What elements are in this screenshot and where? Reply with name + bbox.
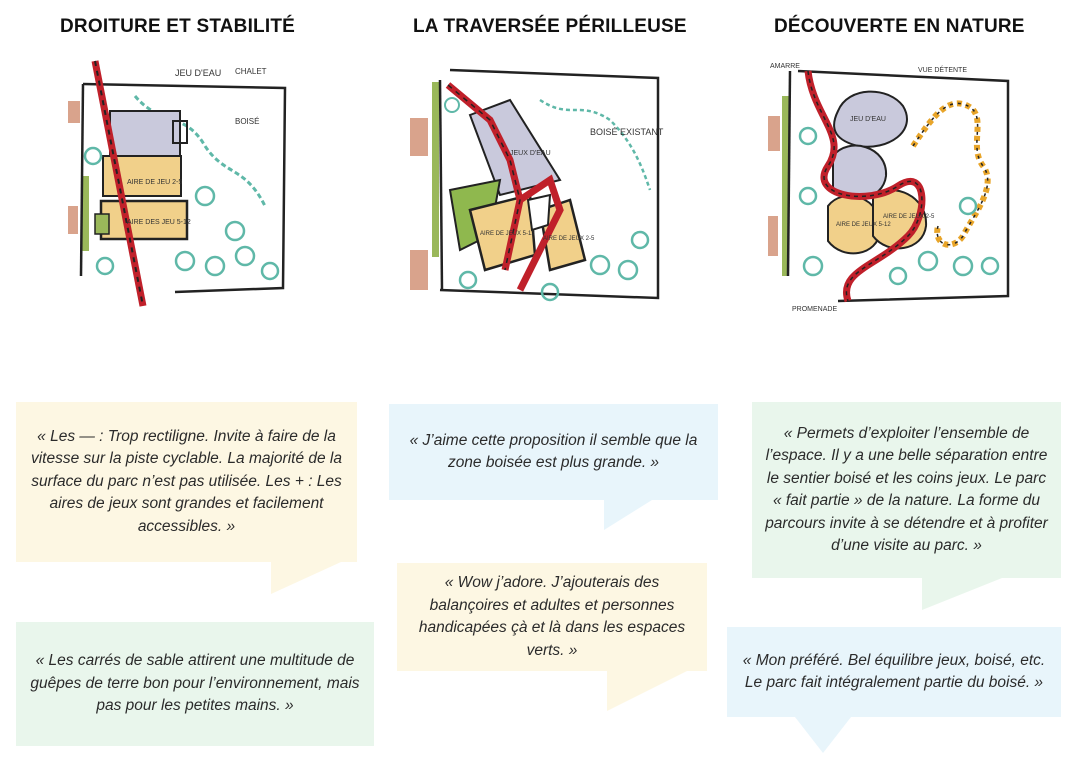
svg-text:AIRE DE JEUX 5-12: AIRE DE JEUX 5-12 [836,222,891,228]
bubble-tail [271,562,341,594]
comment-text: « Les — : Trop rectiligne. Invite à faire de la vitesse sur la piste cyclable. La majorité de la surface du parc n’est pas utilisée. Les + : Les aires de jeux sont grandes et facilement accessibles. » [30,427,342,535]
comment-text: « J’aime cette proposition il semble que la zone boisée est plus grande. » [409,431,698,471]
bubble-tail [922,578,1002,610]
sketch-plan-traversee [410,60,665,315]
column-title-traversee: LA TRAVERSÉE PÉRILLEUSE [413,16,687,37]
comment-text: « Wow j’adore. J’ajouterais des balançoires et adultes et personnes handicapées çà et là dans les espaces verts. » [418,574,686,659]
sketch-plan-traversee-drawing [410,60,665,315]
svg-text:PROMENADE: PROMENADE [792,306,838,313]
sketch-plan-droiture-drawing [65,56,290,314]
svg-text:AIRE DE JEUX 2-5: AIRE DE JEUX 2-5 [883,214,935,220]
svg-text:BOISÉ EXISTANT: BOISÉ EXISTANT [590,127,664,137]
svg-text:VUE DÉTENTE: VUE DÉTENTE [918,67,968,74]
bubble-tail [604,500,652,530]
comment-bubble-6 [727,627,1061,717]
comment-bubble-3 [389,404,718,500]
svg-text:JEUX D'EAU: JEUX D'EAU [510,150,551,157]
svg-text:AIRE DE JEUX 5-12: AIRE DE JEUX 5-12 [480,231,535,237]
comment-bubble-2 [16,622,374,746]
svg-text:AMARRE: AMARRE [770,63,800,70]
sketch-plan-droiture [65,56,290,314]
sketch-plan-decouverte [768,56,1013,318]
comment-bubble-1 [16,402,357,562]
svg-text:AIRE DE JEUX 2-5: AIRE DE JEUX 2-5 [543,236,595,242]
comment-bubble-5 [752,402,1061,578]
comment-text: « Permets d’exploiter l’ensemble de l’espace. Il y a une belle séparation entre le sentier boisé et les coins jeux. Le parc « fait partie » de la nature. La forme du parcours invite à se détendre et à profiter d’une visite au parc. » [765,424,1048,554]
svg-text:JEU D'EAU: JEU D'EAU [175,68,222,78]
comment-text: « Les carrés de sable attirent une multitude de guêpes de terre bon pour l’environnement, mais pas pour les petites mains. » [30,652,360,715]
comment-bubble-4 [397,563,707,671]
bubble-tail [607,671,687,711]
svg-text:BOISÉ: BOISÉ [235,117,260,126]
comment-text: « Mon préféré. Bel équilibre jeux, boisé, etc. Le parc fait intégralement partie du boisé. » [742,651,1046,691]
sketch-plan-decouverte-drawing [768,56,1013,318]
column-title-droiture: DROITURE ET STABILITÉ [60,16,296,37]
column-title-decouverte: DÉCOUVERTE EN NATURE [774,16,1025,37]
svg-text:AIRE DE JEU 2-5: AIRE DE JEU 2-5 [127,179,183,186]
svg-text:JEU D'EAU: JEU D'EAU [850,116,886,123]
svg-text:AIRE DES JEU 5-12: AIRE DES JEU 5-12 [127,219,191,226]
bubble-tail [795,717,851,753]
svg-text:CHALET: CHALET [235,67,267,76]
